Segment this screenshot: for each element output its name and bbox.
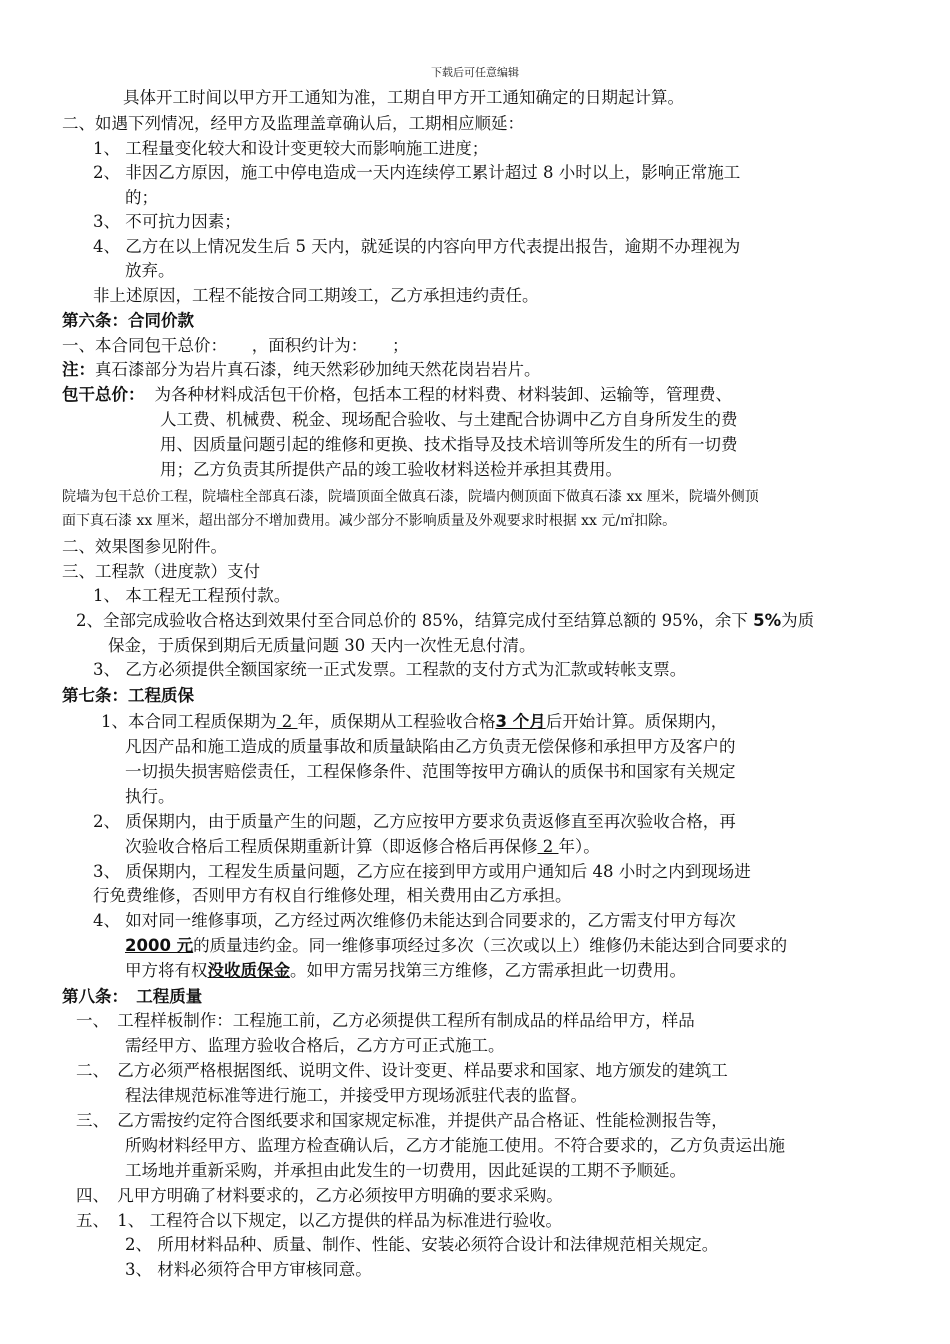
list-item: 3、 不可抗力因素； [93, 212, 241, 231]
list-item: 2、 质保期内，由于质量产生的问题，乙方应按甲方要求负责返修直至再次验收合格，再 [93, 812, 736, 831]
rewarranty-years: 2 [537, 837, 559, 856]
clause-item: 二、如遇下列情况，经甲方及监理盖章确认后，工期相应顺延： [62, 114, 524, 133]
list-item: 4、 如对同一维修事项，乙方经过两次维修仍未能达到合同要求的，乙方需支付甲方每次 [93, 911, 736, 930]
list-item-text: 次验收合格后工程质保期重新计算（即返修合格后再保修 [125, 837, 538, 856]
clause-continuation: 工场地并重新采购，并承担由此发生的一切费用，因此延误的工期不予顺延。 [125, 1161, 686, 1180]
list-item [101, 710, 727, 734]
list-item-text: 1、本合同工程质保期为 [101, 712, 277, 731]
list-item-continuation: 行免费维修，否则甲方有权自行维修处理，相关费用由乙方承担。 [93, 886, 572, 905]
list-item-continuation: 的； [125, 188, 158, 207]
section-heading-8: 第八条： 工程质量 [62, 987, 203, 1006]
sub-item: 3、 材料必须符合甲方审核同意。 [125, 1260, 372, 1279]
warranty-start-period: 3 个月 [495, 712, 546, 731]
list-item: 3、 质保期内，工程发生质量问题，乙方应在接到甲方或用户通知后 48 小时之内到现场进 [93, 862, 751, 881]
clause-item: 二、效果图参见附件。 [62, 537, 227, 556]
list-item-continuation: 凡因产品和施工造成的质量事故和质量缺陷由乙方负责无偿保修和承担甲方及客户的 [125, 737, 736, 756]
paragraph-line: 具体开工时间以甲方开工通知为准，工期自甲方开工通知确定的日期起计算。 [123, 88, 684, 107]
list-item: 4、 乙方在以上情况发生后 5 天内，就延误的内容向甲方代表提出报告，逾期不办理视为 [93, 237, 741, 256]
list-item-continuation: 执行。 [125, 787, 175, 806]
clause-item: 五、 1、 工程符合以下规定，以乙方提供的样品为标准进行验收。 [76, 1211, 562, 1230]
lump-sum-label: 包干总价： [62, 385, 145, 404]
small-paragraph-line: 面下真石漆 xx 厘米，超出部分不增加费用。减少部分不影响质量及外观要求时根据 xx 元/㎡扣除。 [62, 513, 677, 529]
list-item-continuation: 一切损失损害赔偿责任，工程保修条件、范围等按甲方确认的质保书和国家有关规定 [125, 762, 736, 781]
list-item: 3、 乙方必须提供全额国家统一正式发票。工程款的支付方式为汇款或转帐支票。 [93, 660, 687, 679]
list-item-continuation [125, 934, 787, 958]
forfeit-deposit-text: 没收质保金 [207, 961, 290, 980]
clause-item: 二、 乙方必须严格根据图纸、说明文件、设计变更、样品要求和国家、地方颁发的建筑工 [76, 1061, 728, 1080]
note-line [62, 358, 541, 382]
retention-percent: 5% [753, 611, 782, 630]
list-item-text: 年）。 [558, 837, 600, 856]
lump-sum-text: 为各种材料成活包干价格，包括本工程的材料费、材料装卸、运输等，管理费、 [154, 385, 732, 404]
penalty-amount: 2000 元 [125, 936, 194, 955]
list-item-continuation: 放弃。 [125, 261, 175, 280]
list-item-text: 。如甲方需另找第三方维修，乙方需承担此一切费用。 [290, 961, 686, 980]
clause-item: 三、工程款（进度款）支付 [62, 562, 260, 581]
list-item-text: 年，质保期从工程验收合格 [297, 712, 496, 731]
list-item-continuation: 保金，于质保到期后无质量问题 30 天内一次性无息付清。 [108, 636, 536, 655]
list-item-text: 为质 [781, 611, 815, 630]
sub-item: 2、 所用材料品种、质量、制作、性能、安装必须符合设计和法律规范相关规定。 [125, 1235, 719, 1254]
list-item-text: 2、全部完成验收合格达到效果付至合同总价的 85%，结算完成付至结算总额的 95%，余下 [76, 611, 754, 630]
list-item [76, 609, 814, 633]
list-item: 1、 工程量变化较大和设计变更较大而影响施工进度； [93, 139, 489, 158]
list-item-text: 的质量违约金。同一维修事项经过多次（三次或以上）维修仍未能达到合同要求的 [193, 936, 788, 955]
note-text: 真石漆部分为岩片真石漆，纯天然彩砂加纯天然花岗岩岩片。 [95, 360, 541, 379]
lump-sum-line [62, 383, 732, 407]
list-item-continuation [125, 835, 600, 859]
note-label: 注： [62, 360, 95, 379]
warranty-years: 2 [276, 712, 298, 731]
paragraph-line: 非上述原因，工程不能按合同工期竣工，乙方承担违约责任。 [93, 286, 539, 305]
list-item-text: 甲方将有权 [125, 961, 208, 980]
paragraph-line: 人工费、机械费、税金、现场配合验收、与土建配合协调中乙方自身所发生的费 [160, 410, 738, 429]
paragraph-line: 用；乙方负责其所提供产品的竣工验收材料送检并承担其费用。 [160, 460, 622, 479]
clause-continuation: 所购材料经甲方、监理方检查确认后，乙方才能施工使用。不符合要求的，乙方负责运出施 [125, 1136, 785, 1155]
clause-item: 一、 工程样板制作：工程施工前，乙方必须提供工程所有制成品的样品给甲方，样品 [76, 1011, 695, 1030]
clause-continuation: 程法律规范标准等进行施工，并接受甲方现场派驻代表的监督。 [125, 1086, 587, 1105]
list-item-text: 后开始计算。质保期内， [545, 712, 728, 731]
list-item-continuation [125, 959, 686, 983]
page-header: 下载后可任意编辑 [431, 66, 519, 79]
clause-item: 四、 凡甲方明确了材料要求的，乙方必须按甲方明确的要求采购。 [76, 1186, 563, 1205]
list-item: 1、 本工程无工程预付款。 [93, 586, 291, 605]
list-item: 2、 非因乙方原因，施工中停电造成一天内连续停工累计超过 8 小时以上，影响正常施工 [93, 163, 741, 182]
section-heading-7: 第七条：工程质保 [62, 686, 194, 705]
paragraph-line: 用、因质量问题引起的维修和更换、技术指导及技术培训等所发生的所有一切费 [160, 435, 738, 454]
small-paragraph-line: 院墙为包干总价工程，院墙柱全部真石漆，院墙顶面全做真石漆，院墙内侧顶面下做真石漆 xx 厘米，院墙外侧顶 [62, 489, 759, 505]
clause-continuation: 需经甲方、监理方验收合格后，乙方方可正式施工。 [125, 1036, 505, 1055]
clause-item: 一、本合同包干总价： ，面积约计为： ； [62, 336, 409, 355]
section-heading-6: 第六条：合同价款 [62, 311, 194, 330]
clause-item: 三、 乙方需按约定符合图纸要求和国家规定标准，并提供产品合格证、性能检测报告等， [76, 1111, 728, 1130]
